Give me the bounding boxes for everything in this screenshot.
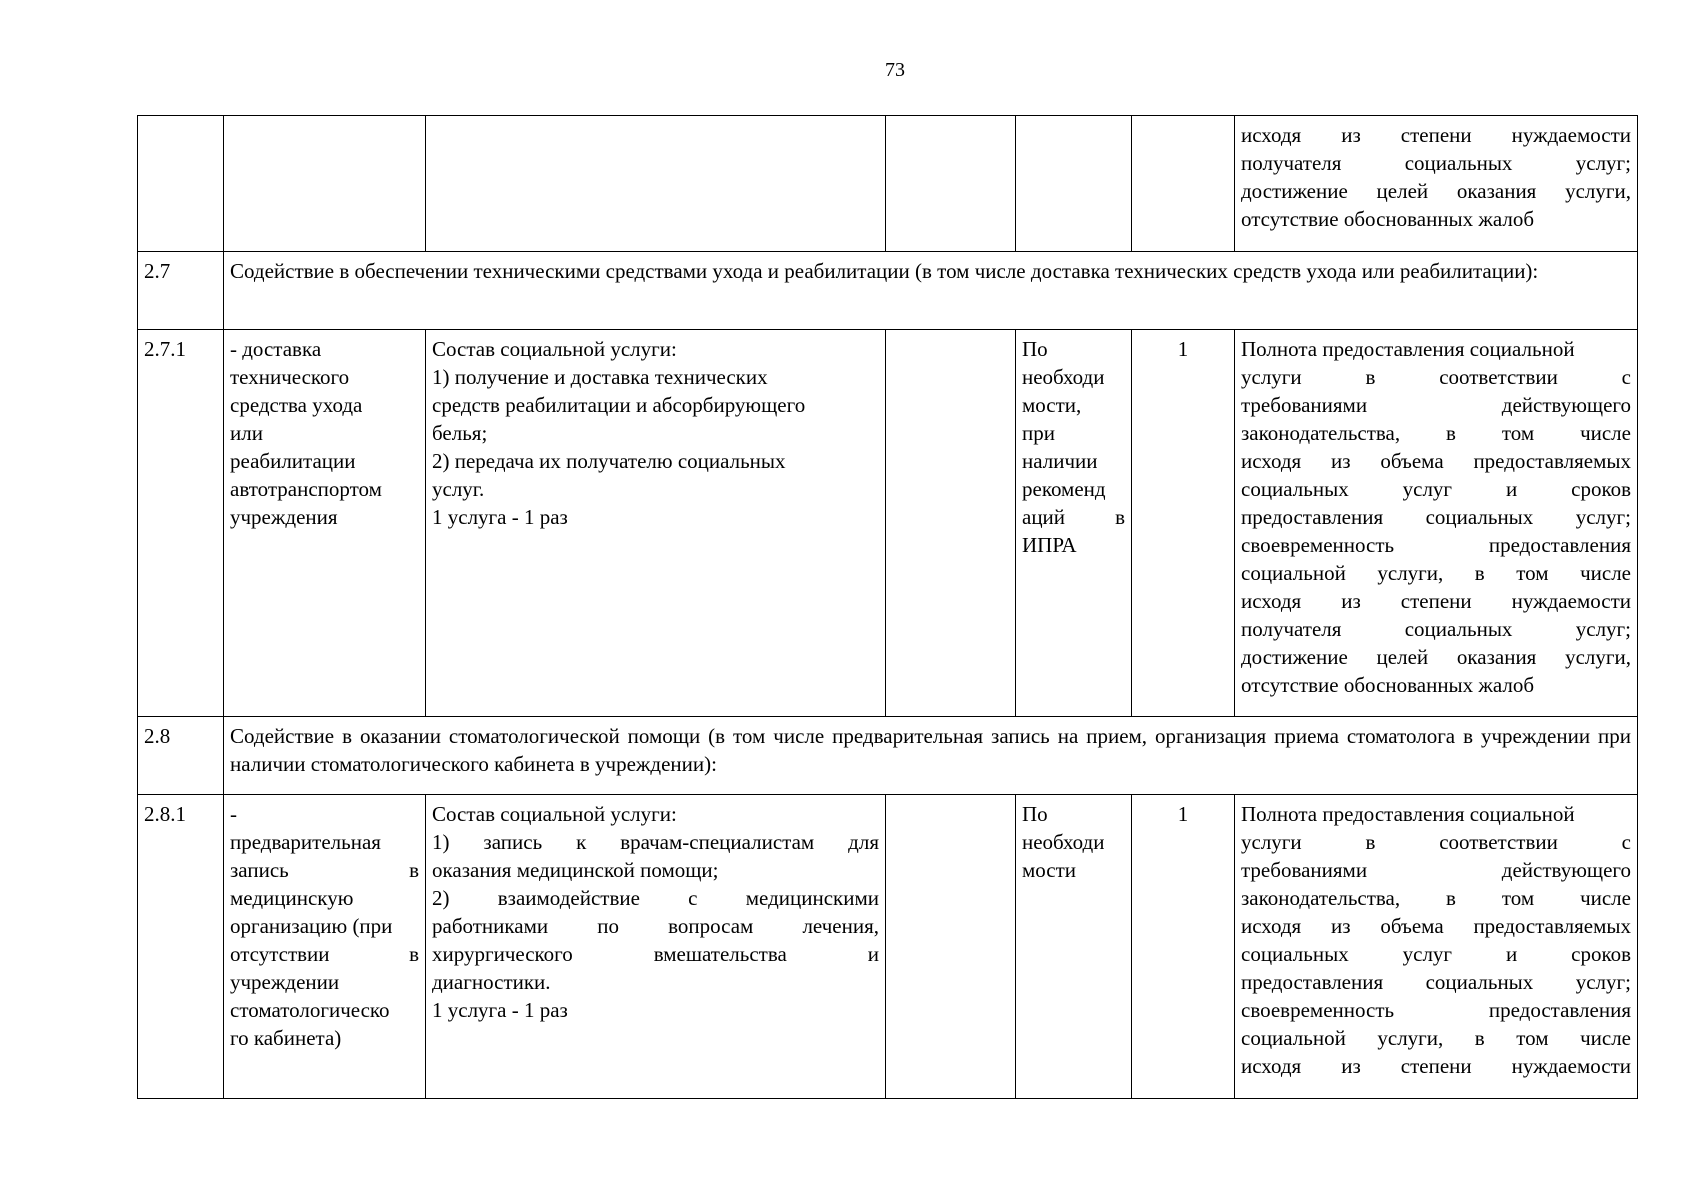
cell-num	[138, 116, 224, 252]
cell-name	[224, 116, 426, 252]
item-number: 2.8.1	[138, 795, 224, 1099]
periodicity-line: наличии	[1022, 449, 1098, 473]
name-line: отсутствии в	[230, 942, 419, 966]
periodicity-line: мости,	[1022, 393, 1082, 417]
criteria-line: получателя социальных услуг;	[1241, 617, 1631, 641]
criteria-line: исходя из степени нуждаемости	[1241, 1054, 1631, 1078]
name-line: предварительная	[230, 830, 381, 854]
service-units: 1	[1132, 330, 1235, 717]
table-row-2-7-1	[138, 330, 1638, 717]
criteria-line: Полнота предоставления социальной	[1241, 802, 1575, 826]
cell-empty	[886, 330, 1016, 717]
criteria-line: услуги в соответствии с	[1241, 365, 1631, 389]
criteria-line: своевременность предоставления	[1241, 533, 1631, 557]
criteria-line: исходя из степени нуждаемости	[1241, 589, 1631, 613]
name-line: запись в	[230, 858, 419, 882]
cell-periodicity	[1016, 116, 1132, 252]
criteria-line: достижение целей оказания услуги,	[1241, 179, 1631, 203]
content-line: Состав социальной услуги:	[432, 802, 677, 826]
content-line: 1) запись к врачам-специалистам для	[432, 830, 879, 854]
criteria-line: исходя из объема предоставляемых	[1241, 449, 1631, 473]
content-line: диагностики.	[432, 970, 551, 994]
name-line: го кабинета)	[230, 1026, 342, 1050]
service-name	[224, 795, 426, 1099]
service-name: - доставка технического средства ухода или реабилитации автотранспортом учреждения	[224, 330, 426, 717]
criteria-line: Полнота предоставления социальной	[1241, 337, 1575, 361]
table-row-section-2-8	[138, 717, 1638, 795]
criteria-line: социальных услуг и сроков	[1241, 477, 1631, 501]
periodicity-line: По	[1022, 802, 1048, 826]
criteria-line: отсутствие обоснованных жалоб	[1241, 673, 1535, 697]
criteria-line: достижение целей оказания услуги,	[1241, 645, 1631, 669]
service-content	[426, 795, 886, 1099]
criteria-line: требованиями действующего	[1241, 393, 1631, 417]
name-line: медицинскую	[230, 886, 354, 910]
criteria-line: законодательства, в том числе	[1241, 421, 1631, 445]
criteria-line: предоставления социальных услуг;	[1241, 970, 1631, 994]
periodicity-line: мости	[1022, 858, 1077, 882]
periodicity-line: при	[1022, 421, 1055, 445]
service-criteria	[1235, 330, 1638, 717]
content-line: 1 услуга - 1 раз	[432, 998, 568, 1022]
periodicity-line: По	[1022, 337, 1048, 361]
criteria-line: услуги в соответствии с	[1241, 830, 1631, 854]
section-title: Содействие в оказании стоматологической помощи (в том числе предварительная запись на прием, организация приема стоматолога в учреждении при наличии стоматологического кабинета в учреждении):	[224, 717, 1638, 795]
criteria-line: социальных услуг и сроков	[1241, 942, 1631, 966]
table-row-section-2-7	[138, 252, 1638, 330]
cell-units	[1132, 116, 1235, 252]
criteria-line: получателя социальных услуг;	[1241, 151, 1631, 175]
page-number: 73	[885, 59, 905, 81]
section-number: 2.7	[138, 252, 224, 330]
content-line: 2) взаимодействие с медицинскими	[432, 886, 879, 910]
criteria-line: своевременность предоставления	[1241, 998, 1631, 1022]
cell-criteria	[1235, 116, 1638, 252]
table-row-2-8-1	[138, 795, 1638, 1099]
periodicity-line: аций в	[1022, 505, 1125, 529]
criteria-line: исходя из объема предоставляемых	[1241, 914, 1631, 938]
cell-empty	[886, 795, 1016, 1099]
section-title: Содействие в обеспечении техническими средствами ухода и реабилитации (в том числе доставка технических средств ухода или реабилитации):	[224, 252, 1638, 330]
criteria-line: предоставления социальных услуг;	[1241, 505, 1631, 529]
periodicity-line: ИПРА	[1022, 533, 1077, 557]
services-table	[137, 115, 1638, 1099]
section-number: 2.8	[138, 717, 224, 795]
table-row-continuation	[138, 116, 1638, 252]
item-number: 2.7.1	[138, 330, 224, 717]
name-line: учреждении	[230, 970, 340, 994]
content-line: оказания медицинской помощи;	[432, 858, 719, 882]
name-line: -	[230, 802, 237, 826]
cell-content	[426, 116, 886, 252]
criteria-line: требованиями действующего	[1241, 858, 1631, 882]
name-line: стоматологическо	[230, 998, 390, 1022]
criteria-line: отсутствие обоснованных жалоб	[1241, 207, 1535, 231]
criteria-line: социальной услуги, в том числе	[1241, 1026, 1631, 1050]
content-line: хирургического вмешательства и	[432, 942, 879, 966]
content-line: работниками по вопросам лечения,	[432, 914, 879, 938]
criteria-line: социальной услуги, в том числе	[1241, 561, 1631, 585]
criteria-line: исходя из степени нуждаемости	[1241, 123, 1631, 147]
service-units: 1	[1132, 795, 1235, 1099]
periodicity-line: рекоменд	[1022, 477, 1106, 501]
periodicity-line: необходи	[1022, 830, 1105, 854]
criteria-line: законодательства, в том числе	[1241, 886, 1631, 910]
service-criteria	[1235, 795, 1638, 1099]
cell-empty	[886, 116, 1016, 252]
periodicity-line: необходи	[1022, 365, 1105, 389]
service-periodicity	[1016, 330, 1132, 717]
service-periodicity	[1016, 795, 1132, 1099]
name-line: организацию (при	[230, 914, 393, 938]
service-content: Состав социальной услуги: 1) получение и доставка технических средств реабилитации и абсорбирующего белья; 2) передача их получателю социальных услуг. 1 услуга - 1 раз	[426, 330, 886, 717]
